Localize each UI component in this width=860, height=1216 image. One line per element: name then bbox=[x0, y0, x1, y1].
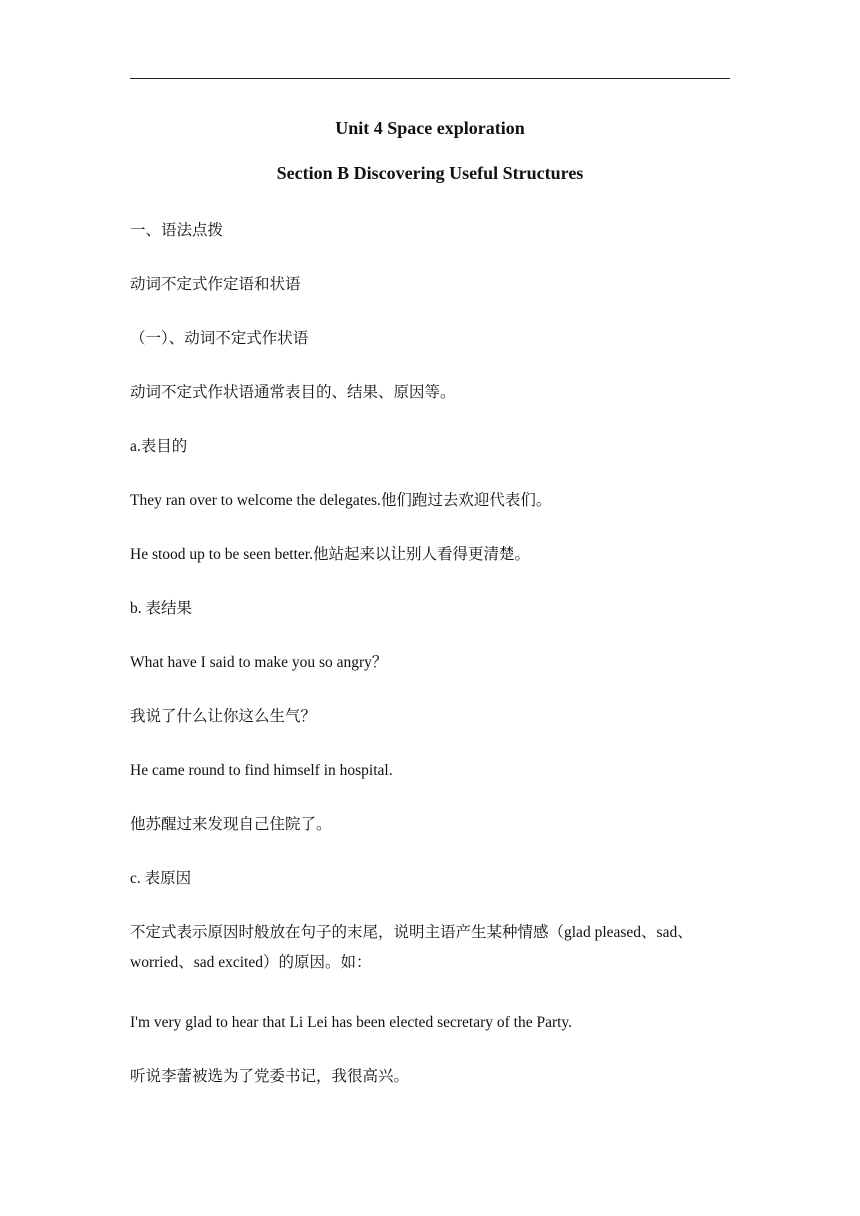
subsection-heading-adverbial: （一）、动词不定式作状语 bbox=[130, 330, 309, 347]
example-sentence: They ran over to welcome the delegates.他们跑过去欢迎代表们。 bbox=[130, 492, 552, 509]
example-sentence: I'm very glad to hear that Li Lei has been elected secretary of the Party. bbox=[130, 1014, 573, 1031]
point-heading-reason: c. 表原因 bbox=[130, 870, 192, 887]
header-rule bbox=[130, 78, 730, 79]
point-heading-result: b. 表结果 bbox=[130, 600, 193, 617]
paragraph-intro: 动词不定式作状语通常表目的、结果、原因等。 bbox=[130, 384, 456, 401]
example-translation: 他苏醒过来发现自己住院了。 bbox=[130, 816, 332, 833]
paragraph-reason-explanation: 不定式表示原因时般放在句子的末尾，说明主语产生某种情感（glad pleased、sad、worried、sad excited）的原因。如： bbox=[130, 924, 693, 971]
example-sentence: What have I said to make you so angry？ bbox=[130, 654, 388, 671]
document-subtitle: Section B Discovering Useful Structures bbox=[276, 163, 584, 183]
point-heading-purpose: a.表目的 bbox=[130, 438, 188, 455]
example-translation: 听说李蕾被选为了党委书记，我很高兴。 bbox=[130, 1068, 410, 1085]
example-translation: 我说了什么让你这么生气？ bbox=[130, 708, 317, 725]
example-sentence: He stood up to be seen better.他站起来以让别人看得更清楚。 bbox=[130, 546, 530, 563]
topic-heading: 动词不定式作定语和状语 bbox=[130, 276, 301, 293]
example-sentence: He came round to find himself in hospital. bbox=[130, 762, 393, 779]
document-title: Unit 4 Space exploration bbox=[335, 118, 525, 138]
section-heading-grammar: 一、语法点拨 bbox=[130, 222, 224, 239]
